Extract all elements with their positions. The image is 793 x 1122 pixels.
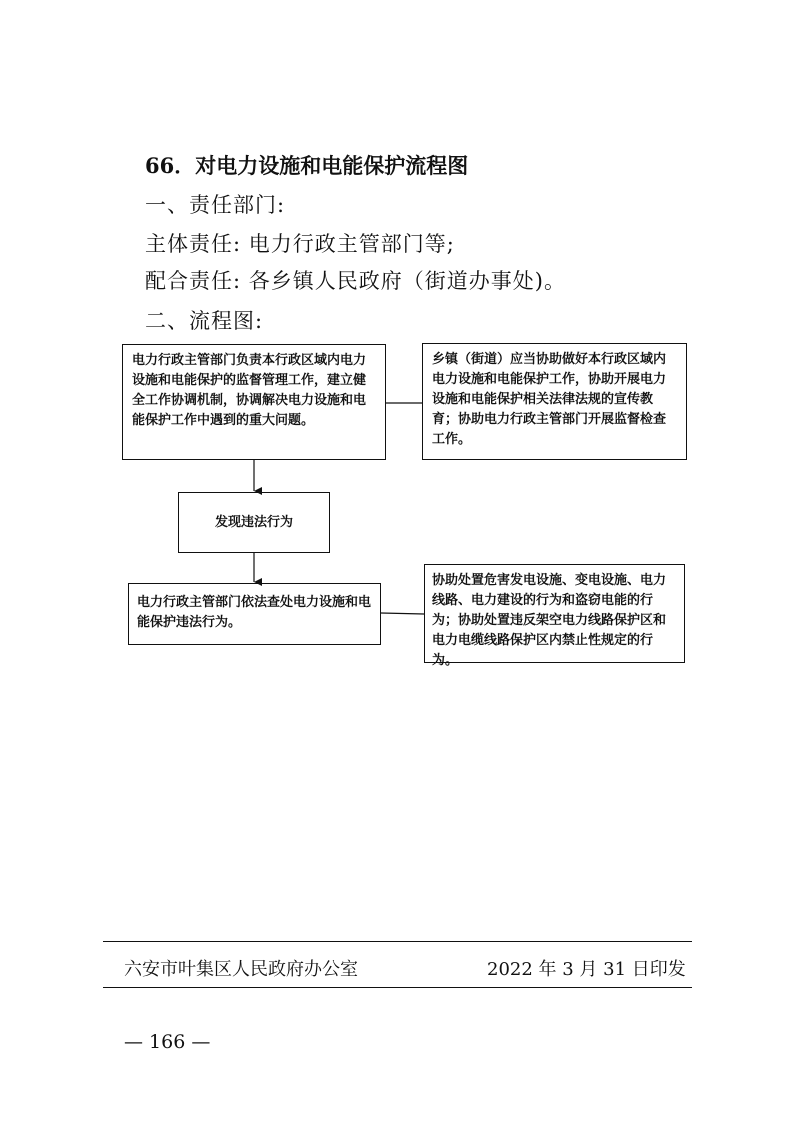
discover-violation-label: 发现违法行为 bbox=[214, 514, 293, 530]
issuing-office: 六安市叶集区人民政府办公室 bbox=[124, 959, 358, 980]
page-number: — 166 — bbox=[124, 1031, 211, 1053]
investigate-violation-box: 电力行政主管部门依法查处电力设施和电能保护违法行为。 bbox=[128, 583, 381, 645]
cooperating-responsibility: 配合责任: 各乡镇人民政府（街道办事处)。 bbox=[145, 269, 566, 293]
main-responsibility-box: 电力行政主管部门负责本行政区域内电力设施和电能保护的监督管理工作，建立健全工作协调机制，协调解决电力设施和电能保护工作中遇到的重大问题。 bbox=[122, 344, 386, 460]
township-assist-box: 乡镇（街道）应当协助做好本行政区域内电力设施和电能保护工作，协助开展电力设施和电能保护相关法律法规的宣传教育；协助电力行政主管部门开展监督检查工作。 bbox=[422, 343, 687, 460]
main-responsibility: 主体责任: 电力行政主管部门等; bbox=[145, 232, 455, 256]
footer-rule-top bbox=[103, 941, 692, 942]
section-responsible-dept: 一、责任部门: bbox=[145, 193, 286, 217]
assist-handling-box: 协助处置危害发电设施、变电设施、电力线路、电力建设的行为和盗窃电能的行为；协助处置违反架空电力线路保护区和电力电缆线路保护区内禁止性规定的行为。 bbox=[424, 564, 685, 663]
section-flowchart: 二、流程图: bbox=[145, 309, 264, 333]
page-title: 66．对电力设施和电能保护流程图 bbox=[145, 153, 469, 178]
footer-rule-bottom bbox=[103, 987, 692, 988]
issue-date: 2022 年 3 月 31 日印发 bbox=[487, 959, 686, 980]
discover-violation-box bbox=[178, 492, 330, 553]
connector-handle-to-side2 bbox=[381, 613, 424, 614]
